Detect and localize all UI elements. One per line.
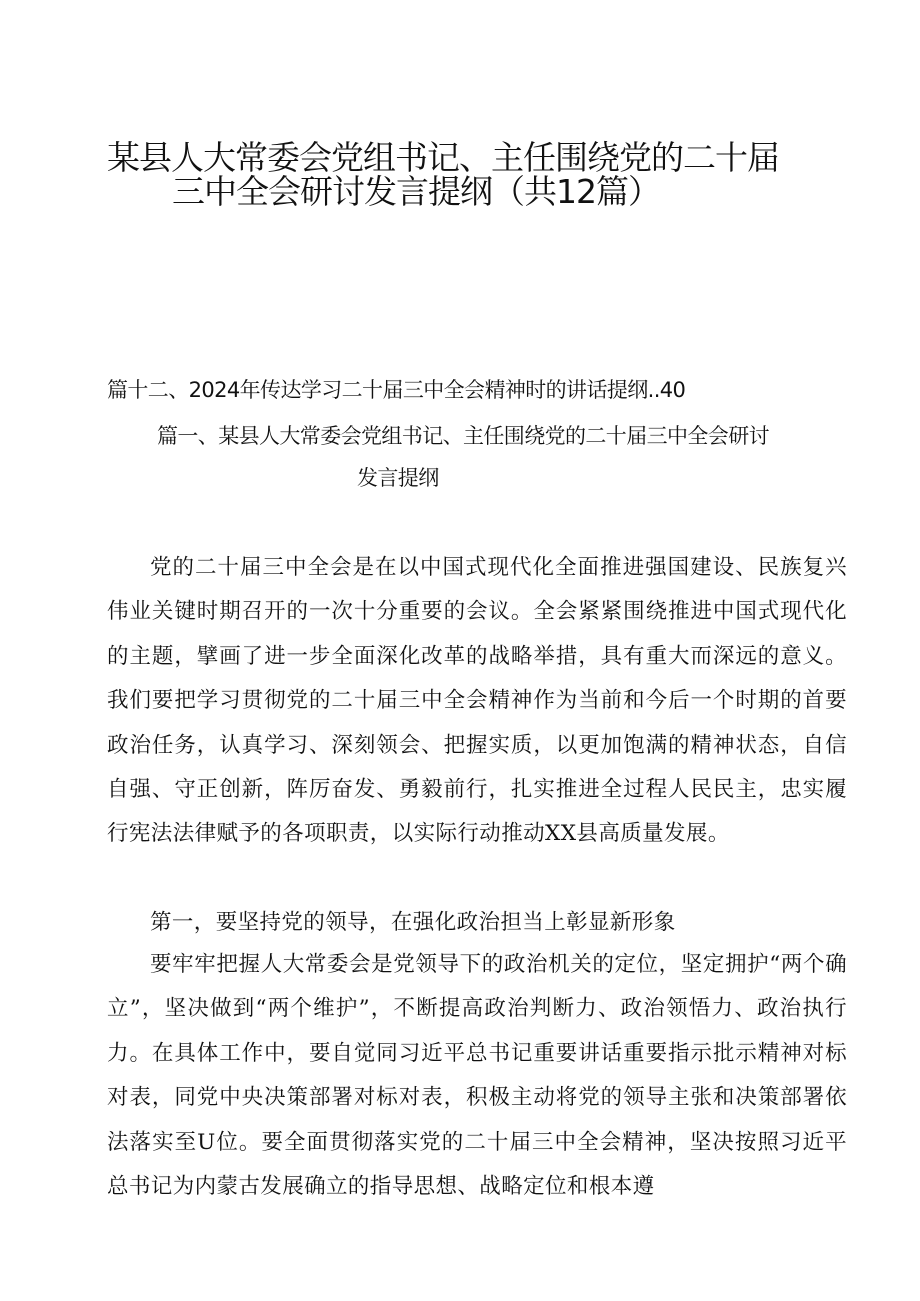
body-paragraph-3: [107, 943, 847, 1209]
section-heading-line-1: 篇一、某县人大常委会党组书记、主任围绕党的二十届三中全会研讨: [157, 424, 769, 448]
body-paragraph-1: [107, 546, 847, 857]
section-heading-line-2: 发言提纲: [357, 466, 439, 490]
paragraph-text: 要牢牢把握人大常委会是党领导下的政治机关的定位，坚定拥护“两个确立”，坚决做到“两个维护”，不断提高政治判断力、政治领悟力、政治执行力。在具体工作中，要自觉同习近平总书记重要讲话重要指示批示精神对标对表，同党中央决策部署对标对表，积极主动将党的领导主张和决策部署依法落实至U位。要全面贯彻落实党的二十届三中全会精神，坚决按照习近平总书记为内蒙古发展确立的指导思想、战略定位和根本遵: [107, 952, 847, 1200]
paragraph-text: 党的二十届三中全会是在以中国式现代化全面推进强国建设、民族复兴伟业关键时期召开的一次十分重要的会议。全会紧紧围绕推进中国式现代化的主题，擘画了进一步全面深化改革的战略举措，具有重大而深远的意义。我们要把学习贯彻党的二十届三中全会精神作为当前和今后一个时期的首要政治任务，认真学习、深刻领会、把握实质，以更加饱满的精神状态，自信自强、守正创新，阵厉奋发、勇毅前行，扎实推进全过程人民民主，忠实履行宪法法律赋予的各项职责，以实际行动推动XX县高质量发展。: [107, 555, 847, 847]
document-title-line-2: 三中全会研讨发言提纲（共12篇）: [172, 172, 660, 211]
paragraph-subheading: 第一，要坚持党的领导，在强化政治担当上彰显新形象: [150, 910, 676, 935]
body-paragraph-2: [107, 901, 847, 945]
toc-entry: 篇十二、2024年传达学习二十届三中全会精神时的讲话提纲..40: [107, 378, 686, 402]
document-title-line-1: 某县人大常委会党组书记、主任围绕党的二十届: [107, 138, 779, 177]
